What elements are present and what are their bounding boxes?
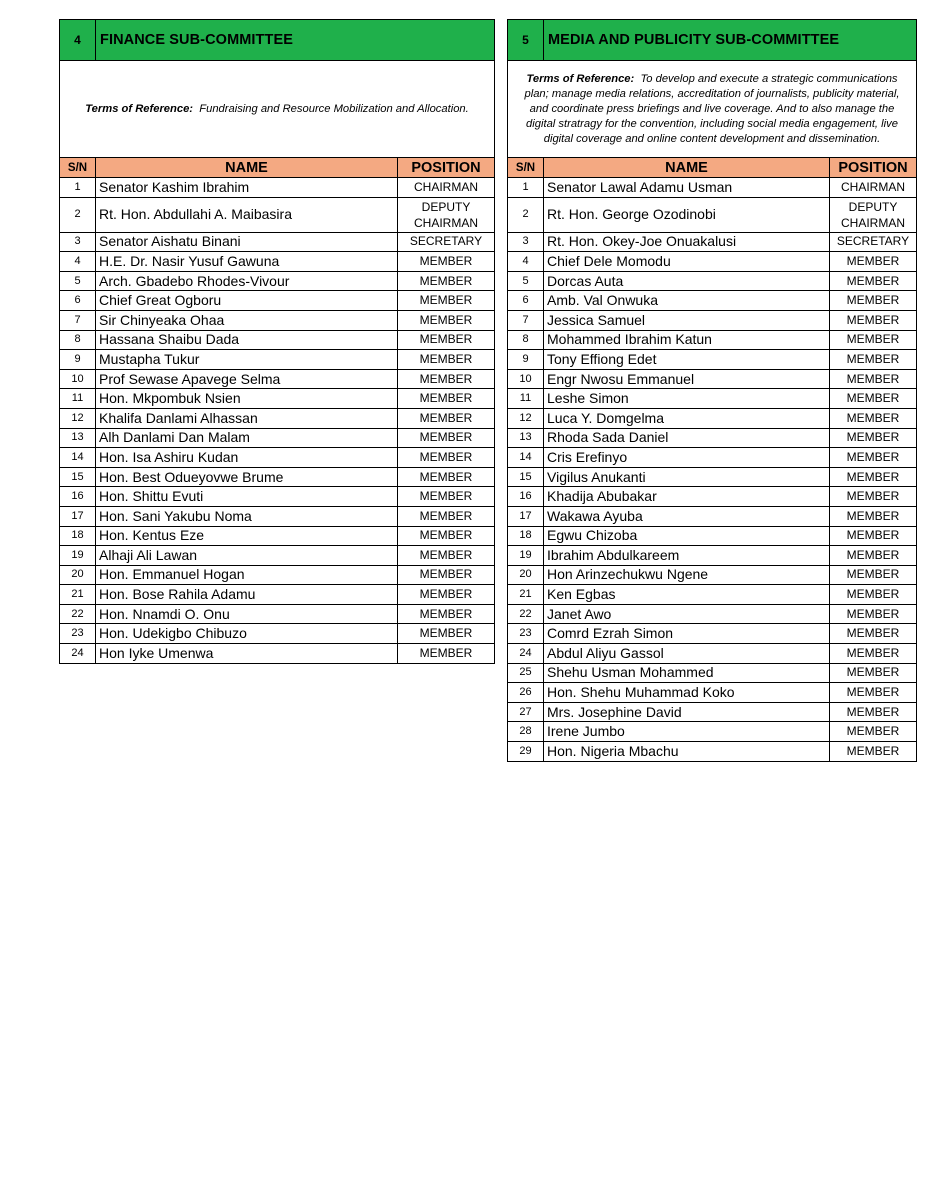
member-row: [508, 369, 917, 389]
member-row: [60, 506, 495, 526]
member-sn: 13: [60, 428, 96, 448]
member-row: [508, 197, 917, 232]
member-position: DEPUTY CHAIRMAN: [830, 197, 917, 232]
member-row: [508, 291, 917, 311]
member-sn: 8: [508, 330, 544, 350]
member-sn: 15: [508, 467, 544, 487]
member-position: MEMBER: [830, 369, 917, 389]
member-name: Hon. Kentus Eze: [96, 526, 398, 546]
member-sn: 9: [60, 350, 96, 370]
member-name: Hon Iyke Umenwa: [96, 644, 398, 664]
column-header-sn: S/N: [508, 158, 544, 178]
member-position: MEMBER: [830, 330, 917, 350]
member-sn: 10: [508, 369, 544, 389]
member-position: CHAIRMAN: [830, 178, 917, 198]
member-row: [60, 232, 495, 252]
member-name: Hon. Mkpombuk Nsien: [96, 389, 398, 409]
member-position: MEMBER: [830, 585, 917, 605]
member-row: [60, 291, 495, 311]
member-row: [508, 683, 917, 703]
member-row: [508, 428, 917, 448]
member-position: MEMBER: [830, 546, 917, 566]
member-name: Comrd Ezrah Simon: [544, 624, 830, 644]
member-position: MEMBER: [398, 369, 495, 389]
member-name: Khadija Abubakar: [544, 487, 830, 507]
member-name: Senator Lawal Adamu Usman: [544, 178, 830, 198]
member-sn: 23: [508, 624, 544, 644]
member-position: MEMBER: [830, 310, 917, 330]
member-position: MEMBER: [398, 291, 495, 311]
member-name: Hon. Best Odueyovwe Brume: [96, 467, 398, 487]
member-name: Hon. Emmanuel Hogan: [96, 565, 398, 585]
member-row: [508, 663, 917, 683]
terms-of-reference-text: To develop and execute a strategic communications plan; manage media relations, accreditation of journalists, publicity material, and coordinate press briefings and live coverage. And to also manage the digital stratragy for the convention, including social media engagement, live digital coverage and online content development and dissemination.: [524, 72, 900, 145]
member-position: MEMBER: [398, 546, 495, 566]
member-name: Rt. Hon. Abdullahi A. Maibasira: [96, 197, 398, 232]
member-name: Dorcas Auta: [544, 271, 830, 291]
member-sn: 22: [60, 604, 96, 624]
member-name: Cris Erefinyo: [544, 448, 830, 468]
member-name: Alh Danlami Dan Malam: [96, 428, 398, 448]
member-position: SECRETARY: [830, 232, 917, 252]
member-position: MEMBER: [398, 604, 495, 624]
member-name: Ken Egbas: [544, 585, 830, 605]
member-name: Irene Jumbo: [544, 722, 830, 742]
member-row: [60, 369, 495, 389]
member-position: MEMBER: [830, 702, 917, 722]
member-sn: 2: [60, 197, 96, 232]
member-name: Hon Arinzechukwu Ngene: [544, 565, 830, 585]
member-row: [508, 448, 917, 468]
member-row: [508, 271, 917, 291]
member-row: [60, 330, 495, 350]
member-row: [60, 389, 495, 409]
member-position: MEMBER: [830, 350, 917, 370]
column-header-name: NAME: [96, 158, 398, 178]
member-name: Rt. Hon. George Ozodinobi: [544, 197, 830, 232]
member-name: Mustapha Tukur: [96, 350, 398, 370]
member-name: Janet Awo: [544, 604, 830, 624]
member-name: Egwu Chizoba: [544, 526, 830, 546]
member-name: Senator Aishatu Binani: [96, 232, 398, 252]
member-row: [60, 487, 495, 507]
member-position: MEMBER: [830, 683, 917, 703]
finance-subcommittee-table: [59, 19, 495, 664]
member-name: H.E. Dr. Nasir Yusuf Gawuna: [96, 252, 398, 272]
member-row: [60, 350, 495, 370]
member-position: MEMBER: [398, 487, 495, 507]
member-row: [508, 487, 917, 507]
member-row: [60, 448, 495, 468]
member-row: [60, 197, 495, 232]
member-row: [508, 644, 917, 664]
member-position: MEMBER: [830, 467, 917, 487]
terms-of-reference-text: Fundraising and Resource Mobilization and Allocation.: [199, 102, 469, 115]
member-name: Mohammed Ibrahim Katun: [544, 330, 830, 350]
member-sn: 21: [60, 585, 96, 605]
member-name: Hon. Udekigbo Chibuzo: [96, 624, 398, 644]
terms-of-reference-label: Terms of Reference:: [526, 72, 635, 85]
member-sn: 25: [508, 663, 544, 683]
member-row: [508, 408, 917, 428]
member-position: MEMBER: [398, 467, 495, 487]
member-sn: 29: [508, 742, 544, 762]
member-name: Prof Sewase Apavege Selma: [96, 369, 398, 389]
member-position: MEMBER: [398, 624, 495, 644]
member-position: MEMBER: [398, 428, 495, 448]
member-name: Engr Nwosu Emmanuel: [544, 369, 830, 389]
member-name: Wakawa Ayuba: [544, 506, 830, 526]
member-position: MEMBER: [398, 526, 495, 546]
member-sn: 18: [60, 526, 96, 546]
member-position: MEMBER: [830, 663, 917, 683]
member-position: MEMBER: [830, 271, 917, 291]
member-position: MEMBER: [830, 506, 917, 526]
member-sn: 16: [60, 487, 96, 507]
member-sn: 8: [60, 330, 96, 350]
member-sn: 5: [508, 271, 544, 291]
member-position: MEMBER: [398, 506, 495, 526]
member-row: [60, 310, 495, 330]
member-row: [508, 604, 917, 624]
member-sn: 11: [508, 389, 544, 409]
member-row: [508, 506, 917, 526]
member-name: Rt. Hon. Okey-Joe Onuakalusi: [544, 232, 830, 252]
member-name: Abdul Aliyu Gassol: [544, 644, 830, 664]
member-sn: 27: [508, 702, 544, 722]
member-row: [508, 310, 917, 330]
member-sn: 2: [508, 197, 544, 232]
member-row: [508, 702, 917, 722]
member-row: [60, 178, 495, 198]
member-position: MEMBER: [830, 428, 917, 448]
member-sn: 7: [60, 310, 96, 330]
member-row: [508, 565, 917, 585]
member-name: Arch. Gbadebo Rhodes-Vivour: [96, 271, 398, 291]
member-row: [508, 722, 917, 742]
member-position: MEMBER: [830, 526, 917, 546]
member-position: MEMBER: [830, 565, 917, 585]
committee-title: MEDIA AND PUBLICITY SUB-COMMITTEE: [544, 20, 917, 61]
member-row: [508, 389, 917, 409]
member-sn: 23: [60, 624, 96, 644]
column-header-sn: S/N: [60, 158, 96, 178]
member-position: MEMBER: [830, 624, 917, 644]
committee-number: 5: [508, 20, 544, 61]
member-row: [60, 271, 495, 291]
member-sn: 19: [60, 546, 96, 566]
member-sn: 7: [508, 310, 544, 330]
member-row: [508, 624, 917, 644]
member-sn: 9: [508, 350, 544, 370]
member-name: Rhoda Sada Daniel: [544, 428, 830, 448]
member-name: Hon. Nigeria Mbachu: [544, 742, 830, 762]
member-sn: 28: [508, 722, 544, 742]
member-position: MEMBER: [398, 310, 495, 330]
member-row: [508, 467, 917, 487]
member-sn: 13: [508, 428, 544, 448]
member-name: Khalifa Danlami Alhassan: [96, 408, 398, 428]
member-sn: 19: [508, 546, 544, 566]
member-row: [60, 526, 495, 546]
member-position: MEMBER: [398, 330, 495, 350]
member-position: CHAIRMAN: [398, 178, 495, 198]
terms-of-reference: [60, 61, 495, 158]
committee-title: FINANCE SUB-COMMITTEE: [96, 20, 495, 61]
member-sn: 22: [508, 604, 544, 624]
member-name: Shehu Usman Mohammed: [544, 663, 830, 683]
member-position: MEMBER: [830, 487, 917, 507]
member-position: DEPUTY CHAIRMAN: [398, 197, 495, 232]
member-sn: 16: [508, 487, 544, 507]
member-row: [60, 604, 495, 624]
member-sn: 20: [60, 565, 96, 585]
member-row: [508, 742, 917, 762]
member-row: [60, 624, 495, 644]
member-name: Hon. Isa Ashiru Kudan: [96, 448, 398, 468]
member-name: Chief Dele Momodu: [544, 252, 830, 272]
member-row: [60, 428, 495, 448]
member-position: MEMBER: [398, 408, 495, 428]
member-sn: 11: [60, 389, 96, 409]
member-sn: 1: [60, 178, 96, 198]
member-row: [60, 565, 495, 585]
member-row: [508, 546, 917, 566]
committee-number: 4: [60, 20, 96, 61]
member-name: Alhaji Ali Lawan: [96, 546, 398, 566]
member-sn: 6: [60, 291, 96, 311]
column-header-position: POSITION: [830, 158, 917, 178]
member-position: MEMBER: [830, 448, 917, 468]
member-row: [60, 408, 495, 428]
member-position: MEMBER: [398, 448, 495, 468]
member-name: Hon. Sani Yakubu Noma: [96, 506, 398, 526]
member-position: MEMBER: [398, 389, 495, 409]
member-name: Mrs. Josephine David: [544, 702, 830, 722]
member-name: Hon. Bose Rahila Adamu: [96, 585, 398, 605]
column-header-position: POSITION: [398, 158, 495, 178]
member-sn: 21: [508, 585, 544, 605]
member-row: [60, 252, 495, 272]
member-sn: 14: [60, 448, 96, 468]
member-row: [508, 330, 917, 350]
member-position: MEMBER: [398, 644, 495, 664]
member-sn: 15: [60, 467, 96, 487]
member-name: Hon. Shehu Muhammad Koko: [544, 683, 830, 703]
member-position: MEMBER: [398, 565, 495, 585]
member-row: [60, 546, 495, 566]
terms-of-reference: [508, 61, 917, 158]
member-sn: 17: [508, 506, 544, 526]
member-sn: 26: [508, 683, 544, 703]
member-name: Jessica Samuel: [544, 310, 830, 330]
member-sn: 6: [508, 291, 544, 311]
member-name: Vigilus Anukanti: [544, 467, 830, 487]
member-position: MEMBER: [830, 389, 917, 409]
member-name: Hassana Shaibu Dada: [96, 330, 398, 350]
member-name: Tony Effiong Edet: [544, 350, 830, 370]
member-name: Hon. Nnamdi O. Onu: [96, 604, 398, 624]
member-name: Amb. Val Onwuka: [544, 291, 830, 311]
member-row: [508, 232, 917, 252]
member-sn: 3: [508, 232, 544, 252]
terms-of-reference-label: Terms of Reference:: [85, 102, 194, 115]
member-sn: 12: [508, 408, 544, 428]
member-row: [508, 585, 917, 605]
member-sn: 18: [508, 526, 544, 546]
member-row: [508, 526, 917, 546]
member-row: [60, 585, 495, 605]
member-position: MEMBER: [398, 252, 495, 272]
member-sn: 4: [508, 252, 544, 272]
member-sn: 4: [60, 252, 96, 272]
member-position: MEMBER: [398, 585, 495, 605]
member-name: Leshe Simon: [544, 389, 830, 409]
member-sn: 17: [60, 506, 96, 526]
member-name: Ibrahim Abdulkareem: [544, 546, 830, 566]
member-position: MEMBER: [398, 350, 495, 370]
member-name: Sir Chinyeaka Ohaa: [96, 310, 398, 330]
member-position: MEMBER: [830, 408, 917, 428]
member-name: Hon. Shittu Evuti: [96, 487, 398, 507]
member-name: Senator Kashim Ibrahim: [96, 178, 398, 198]
member-sn: 20: [508, 565, 544, 585]
member-sn: 14: [508, 448, 544, 468]
member-position: MEMBER: [830, 604, 917, 624]
member-name: Chief Great Ogboru: [96, 291, 398, 311]
member-row: [508, 178, 917, 198]
member-position: SECRETARY: [398, 232, 495, 252]
member-sn: 24: [508, 644, 544, 664]
member-position: MEMBER: [830, 291, 917, 311]
member-row: [60, 467, 495, 487]
member-row: [508, 350, 917, 370]
member-position: MEMBER: [830, 722, 917, 742]
media-publicity-subcommittee-table: [507, 19, 917, 762]
member-row: [60, 644, 495, 664]
member-row: [508, 252, 917, 272]
member-name: Luca Y. Domgelma: [544, 408, 830, 428]
member-sn: 5: [60, 271, 96, 291]
column-header-name: NAME: [544, 158, 830, 178]
member-position: MEMBER: [830, 644, 917, 664]
member-sn: 12: [60, 408, 96, 428]
member-sn: 3: [60, 232, 96, 252]
member-sn: 10: [60, 369, 96, 389]
member-sn: 24: [60, 644, 96, 664]
member-sn: 1: [508, 178, 544, 198]
member-position: MEMBER: [398, 271, 495, 291]
member-position: MEMBER: [830, 252, 917, 272]
member-position: MEMBER: [830, 742, 917, 762]
